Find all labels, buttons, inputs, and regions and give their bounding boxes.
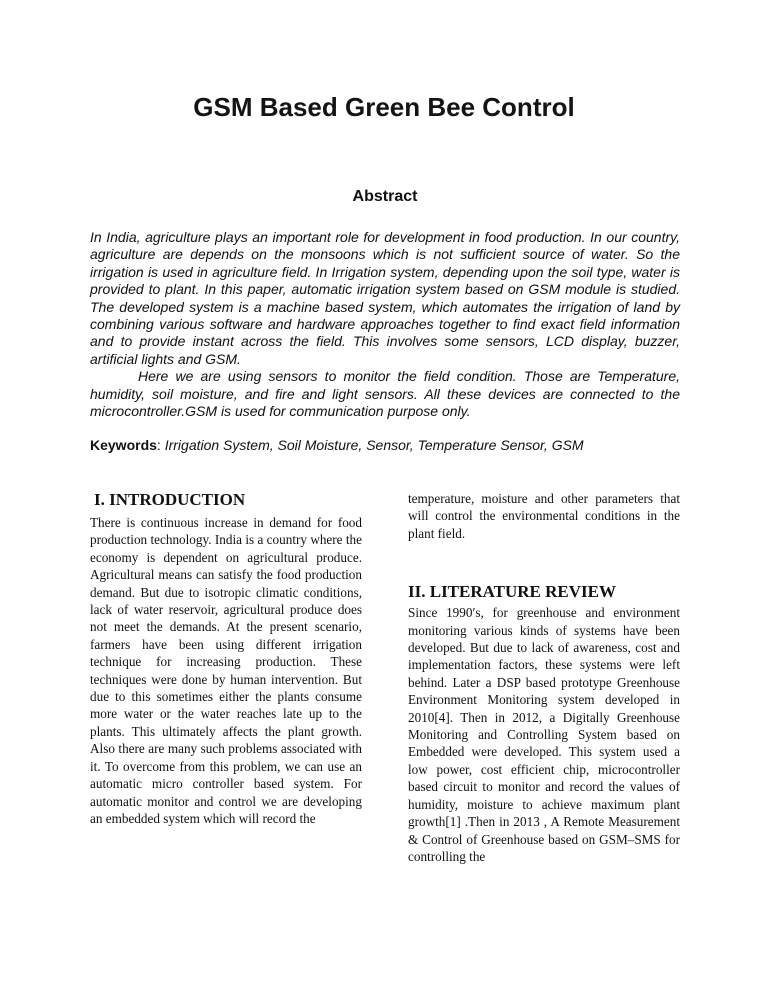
introduction-body: There is continuous increase in demand for food production technology. India is a country where the economy is dependent on agricultural produce. Agricultural means can satisfy the food production demand. But due to isotropic climatic conditions, lack of water reservoir, agricultural produce does not meet the demands. At the present scenario, farmers have been using different irrigation technique for increasing production. These techniques were done by human intervention. But due to this sometimes either the plants consume more water or the water reaches late up to the plants. This ultimately affects the plant growth. Also there are many such problems associated with it. To overcome from this problem, we can use an automatic micro controller based system. For automatic monitor and control we are developing an embedded system which will record the: [90, 515, 362, 826]
keywords: [90, 436, 680, 454]
abstract-paragraph: Here we are using sensors to monitor the field condition. Those are Temperature, humidity, soil moisture, and fire and light sensors. All these devices are connected to the microcontroller.GSM is used for communication purpose only.: [90, 368, 680, 420]
keywords-separator: :: [156, 437, 165, 453]
keywords-list: Irrigation System, Soil Moisture, Sensor, Temperature Sensor, GSM: [164, 437, 584, 453]
literature-review-body: Since 1990′s, for greenhouse and environment monitoring various kinds of systems have been developed. But due to lack of awareness, cost and implementation factors, these systems were left behind. Later a DSP based prototype Greenhouse Environment Monitoring system developed in 2010[4]. Then in 2012, a Digitally Greenhouse Monitoring and Controlling System based on Embedded were developed. This system used a low power, cost efficient chip, microcontroller based circuit to monitor and record the values of humidity, moisture to achieve maximum plant growth[1] .Then in 2013 , A Remote Measurement & Control of Greenhouse based on GSM–SMS for controlling the: [408, 605, 680, 864]
abstract-heading: Abstract: [352, 188, 418, 205]
right-column: [408, 490, 680, 865]
section-heading-literature-review: II. LITERATURE REVIEW: [408, 582, 616, 602]
keywords-label: Keywords: [90, 437, 157, 453]
introduction-continuation: temperature, moisture and other parameters that will control the environmental conditions in the plant field.: [408, 491, 680, 541]
section-heading-introduction: I. INTRODUCTION: [94, 490, 246, 509]
abstract-body: [90, 229, 680, 420]
left-column: [90, 490, 362, 827]
paper-title: GSM Based Green Bee Control: [193, 92, 575, 122]
abstract-paragraph: In India, agriculture plays an important role for development in food production. In our country, agriculture are depends on the monsoons which is not sufficient source of water. So the irrigation is used in agriculture field. In Irrigation system, depending upon the soil type, water is provided to plant. In this paper, automatic irrigation system based on GSM module is studied. The developed system is a machine based system, which automates the irrigation of land by combining various software and hardware approaches together to find exact field information and to provide instant across the field. This involves some sensors, LCD display, buzzer, artificial lights and GSM.: [90, 229, 680, 367]
